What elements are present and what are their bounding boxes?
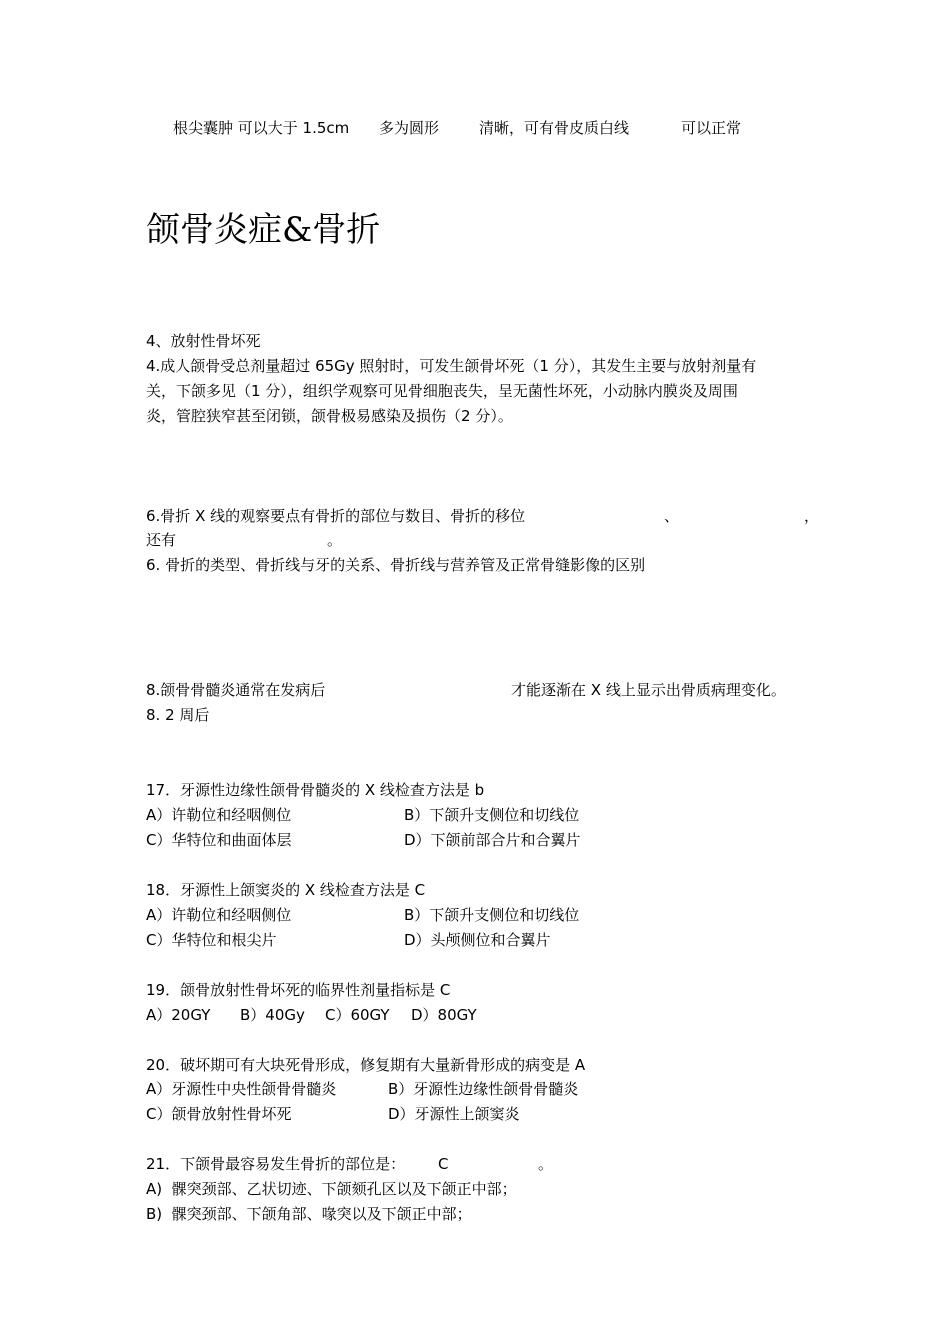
q18-question: 18．牙源性上颌窦炎的 X 线检查方法是 C (146, 881, 426, 899)
q6-question-line-1: 6.骨折 X 线的观察要点有骨折的部位与数目、骨折的移位 (146, 507, 526, 525)
q17-option-c: C）华特位和曲面体层 (146, 831, 292, 849)
q20-option-c: C）颌骨放射性骨坏死 (146, 1105, 292, 1123)
q17-option-a: A）许勒位和经咽侧位 (146, 806, 292, 824)
q17-question: 17．牙源性边缘性颌骨骨髓炎的 X 线检查方法是 b (146, 781, 485, 799)
q19-option-d: D）80GY (411, 1006, 477, 1024)
q6-answer: 6. 骨折的类型、骨折线与牙的关系、骨折线与营养管及正常骨缝影像的区别 (146, 556, 646, 574)
q20-question: 20．破坏期可有大块死骨形成，修复期有大量新骨形成的病变是 A (146, 1056, 586, 1074)
q18-option-a: A）许勒位和经咽侧位 (146, 906, 292, 924)
q21-end-mark: 。 (538, 1155, 554, 1173)
q8-question-part-1: 8.颌骨骨髓炎通常在发病后 (146, 681, 326, 699)
q21-option-a: A) 髁突颈部、乙状切迹、下颌颏孔区以及下颌正中部； (146, 1180, 517, 1198)
q21-answer: C (438, 1155, 449, 1173)
q8-question-part-2: 才能逐渐在 X 线上显示出骨质病理变化。 (511, 681, 786, 699)
section-title: 颌骨炎症&骨折 (146, 210, 381, 250)
q19-option-a: A）20GY (146, 1006, 211, 1024)
table-cell-border: 清晰，可有骨皮质白线 (479, 119, 630, 137)
table-cell-lesion: 根尖囊肿 可以大于 1.5cm (173, 119, 350, 137)
q20-option-d: D）牙源性上颌窦炎 (388, 1105, 520, 1123)
q18-option-b: B）下颌升支侧位和切线位 (404, 906, 580, 924)
q4-answer-line-1: 4.成人颌骨受总剂量超过 65Gy 照射时，可发生颌骨坏死（1 分），其发生主要与放射剂量有 (146, 357, 757, 375)
q18-option-d: D）头颅侧位和合翼片 (404, 931, 551, 949)
q6-separator-1: 、 (664, 507, 680, 525)
q17-option-b: B）下颌升支侧位和切线位 (404, 806, 580, 824)
q6-question-line-2: 还有 (146, 531, 177, 549)
q19-question: 19．颌骨放射性骨坏死的临界性剂量指标是 C (146, 981, 451, 999)
q6-end-mark: 。 (327, 531, 343, 549)
q4-answer-line-3: 炎，管腔狭窄甚至闭锁，颌骨极易感染及损伤（2 分）。 (146, 407, 513, 425)
q20-option-b: B）牙源性边缘性颌骨骨髓炎 (388, 1080, 579, 1098)
q21-question: 21．下颌骨最容易发生骨折的部位是： (146, 1155, 406, 1173)
table-cell-status: 可以正常 (681, 119, 742, 137)
q20-option-a: A）牙源性中央性颌骨骨髓炎 (146, 1080, 337, 1098)
q4-question: 4、放射性骨坏死 (146, 332, 261, 350)
q6-separator-2: ， (804, 507, 820, 525)
q8-answer: 8. 2 周后 (146, 706, 210, 724)
q19-option-b: B）40Gy (240, 1006, 305, 1024)
q19-option-c: C）60GY (325, 1006, 390, 1024)
q4-answer-line-2: 关，下颌多见（1 分），组织学观察可见骨细胞丧失，呈无菌性坏死，小动脉内膜炎及周围 (146, 382, 738, 400)
q21-option-b: B) 髁突颈部、下颌角部、喙突以及下颌正中部； (146, 1205, 472, 1223)
table-cell-shape: 多为圆形 (379, 119, 440, 137)
q17-option-d: D）下颌前部合片和合翼片 (404, 831, 581, 849)
q18-option-c: C）华特位和根尖片 (146, 931, 277, 949)
